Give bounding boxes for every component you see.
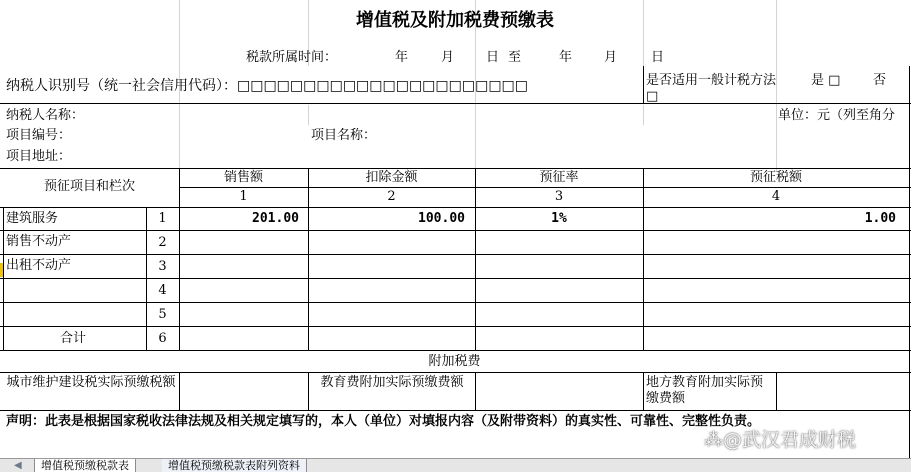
row-item-property-sale: 销售不动产	[6, 234, 72, 249]
row-number: 3	[158, 259, 167, 274]
period-to: 至	[508, 50, 522, 65]
cell-deduction-amount[interactable]: 100.00	[418, 211, 465, 226]
period-day-start: 日	[486, 50, 500, 65]
project-name-label: 项目名称：	[311, 128, 377, 143]
column-number-3: 3	[554, 189, 564, 204]
project-number-label: 项目编号：	[6, 128, 72, 143]
column-number-4: 4	[771, 189, 781, 204]
sheet-tab-prepay[interactable]: 增值税预缴税款表	[34, 459, 136, 472]
row-number: 1	[158, 211, 167, 226]
period-label: 税款所属时间：	[246, 50, 338, 65]
row-number: 5	[158, 307, 167, 322]
local-education-surcharge-label: 地方教育附加实际预缴费额	[646, 375, 764, 406]
cell-prepay-tax[interactable]: 1.00	[864, 211, 896, 226]
unit-label: 单位：元（列至角分	[778, 108, 896, 123]
cell-sales-amount[interactable]: 201.00	[252, 211, 299, 226]
taxpayer-name-label: 纳税人名称：	[6, 108, 85, 123]
sheet-tab-prepay-appendix[interactable]: 增值税预缴税款表附列资料	[162, 459, 307, 472]
column-header-rate: 预征率	[539, 170, 579, 185]
education-surcharge-label: 教育费附加实际预缴费额	[320, 375, 464, 390]
watermark-text: ⁂@武汉君成财税	[704, 429, 857, 451]
row-item-total: 合计	[60, 331, 87, 346]
surcharge-heading: 附加税费	[428, 354, 481, 369]
column-header-sales: 销售额	[223, 170, 263, 185]
tab-scroll-icon[interactable]: ◀	[14, 460, 22, 471]
general-method-no[interactable]: 否	[873, 73, 887, 88]
column-header-tax: 预征税额	[749, 170, 802, 185]
period-month-end: 月	[604, 50, 618, 65]
period-year-end: 年	[559, 50, 573, 65]
column-header-deduction: 扣除金额	[365, 170, 418, 185]
period-day-end: 日	[651, 50, 665, 65]
urban-construction-tax-label: 城市维护建设税实际预缴税额	[6, 375, 176, 390]
column-number-1: 1	[239, 189, 248, 204]
row-item-property-rent: 出租不动产	[6, 258, 72, 273]
column-number-2: 2	[387, 189, 396, 204]
general-method-yes[interactable]: 是 □	[811, 73, 841, 88]
active-cell-marker	[0, 263, 3, 277]
period-month-start: 月	[441, 50, 455, 65]
sheet-tab-bar	[0, 458, 911, 472]
row-number: 6	[158, 331, 167, 346]
project-address-label: 项目地址：	[6, 149, 72, 164]
declaration-text: 声明：此表是根据国家税收法律法规及相关规定填写的，本人（单位）对填报内容（及附带资料）的真实性、可靠性、完整性负责。	[6, 414, 761, 429]
table-header-item: 预征项目和栏次	[43, 179, 135, 194]
row-number: 4	[158, 283, 167, 298]
form-title: 增值税及附加税费预缴表	[356, 10, 554, 31]
cell-prepay-rate[interactable]: 1%	[551, 211, 567, 226]
period-year-start: 年	[395, 50, 409, 65]
row-number: 2	[158, 235, 167, 250]
taxpayer-id-label: 纳税人识别号（统一社会信用代码）：□□□□□□□□□□□□□□□□□□□□□□	[6, 78, 529, 94]
general-method-label: 是否适用一般计税方法	[646, 73, 777, 88]
row-item-construction: 建筑服务	[6, 211, 59, 226]
general-method-no-checkbox[interactable]: □	[646, 89, 659, 104]
